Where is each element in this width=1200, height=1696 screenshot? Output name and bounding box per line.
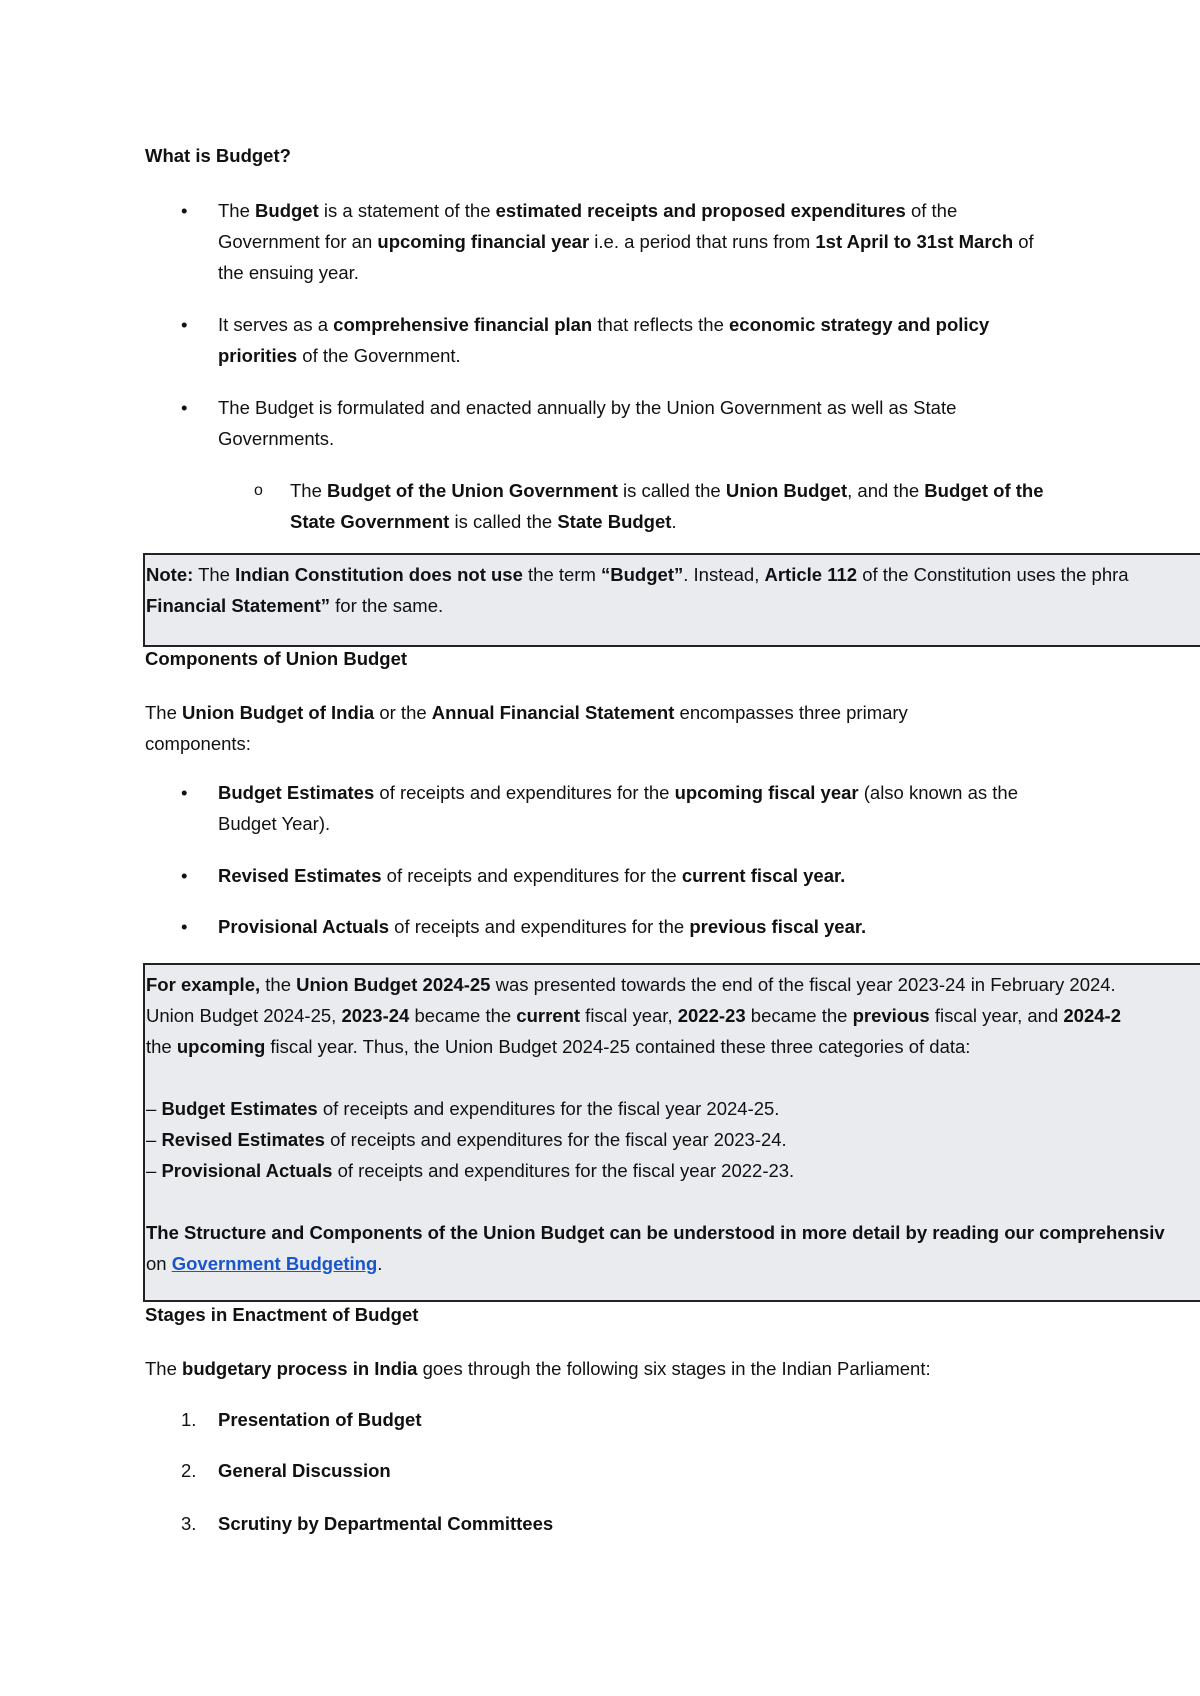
example-line [146,1124,1200,1155]
text-run: , and the [847,480,925,501]
bullet-marker: • [181,200,188,221]
bold-run: Union Budget of India [182,702,375,723]
bold-run: 1st April to 31st March [815,231,1014,252]
bold-run: Budget of the Union Government [327,480,618,501]
bold-run: Annual Financial Statement [431,702,675,723]
bold-run: 2022-23 [677,1005,746,1026]
heading-stages: Stages in Enactment of Budget [145,1304,419,1325]
example-line [146,1000,1200,1031]
text-run: is a statement of the [318,200,496,221]
bold-run: Note: [146,564,194,585]
text-run: (also known as the Budget Year). [218,782,1019,834]
bold-run: current [516,1005,581,1026]
bold-run: Budget Estimates [218,782,375,803]
example-line [146,1031,1200,1062]
bold-run: Indian Constitution does not use [235,564,523,585]
text-run: is called the [617,480,726,501]
example-line [146,969,1200,1000]
text-run: of receipts and expenditures for the [381,865,682,886]
text-run: of the Government. [297,345,461,366]
example-line [146,1093,1200,1124]
list-item [218,777,1038,839]
example-line-blank [146,1062,1200,1093]
list-item [218,309,1058,371]
bold-run: upcoming [176,1036,266,1057]
bold-run: previous [852,1005,930,1026]
bold-run: Provisional Actuals [161,1160,333,1181]
stage-item: General Discussion [218,1460,391,1481]
stage-number: 1. [181,1409,197,1430]
text-run: became the [745,1005,853,1026]
example-line [146,1155,1200,1186]
text-run: of receipts and expenditures for the fiscal year 2023-24. [324,1129,787,1150]
bold-run: budgetary process in India [182,1358,418,1379]
text-run: fiscal year, and [929,1005,1064,1026]
bold-run: Budget of the State Government [290,480,1044,532]
text-run: of receipts and expenditures for the fiscal year 2024-25. [317,1098,780,1119]
bullet-marker: • [181,916,188,937]
bold-run: comprehensive financial plan [333,314,593,335]
bold-run: For example, [146,974,261,995]
text-run: – [146,1160,162,1181]
text-run: . Instead, [683,564,765,585]
bold-run: “Budget” [601,564,684,585]
bold-run: economic strategy and policy priorities [218,314,990,366]
text-run: i.e. a period that runs from [589,231,816,252]
sub-bullet-marker: o [254,482,263,499]
stage-number: 2. [181,1460,197,1481]
text-run: the [146,1036,177,1057]
link-prefix: on [146,1253,172,1274]
list-item [218,195,1058,288]
text-run: of receipts and expenditures for the [389,916,690,937]
note-box [143,553,1200,647]
bold-run: Union Budget [725,480,848,501]
bold-run: upcoming fiscal year [674,782,859,803]
bold-run: upcoming financial year [377,231,590,252]
text-run: was presented towards the end of the fiscal year 2023-24 in February 2024. [490,974,1116,995]
bullet-marker: • [181,397,188,418]
example-line-blank [146,1186,1200,1217]
bullet-marker: • [181,865,188,886]
sub-list-item [290,475,1070,537]
text-run: the [260,974,297,995]
link-suffix: . [377,1253,383,1274]
text-run: The Budget is formulated and enacted annually by the Union Government as well as State Governments. [218,397,957,449]
text-run: – [146,1129,162,1150]
text-run: that reflects the [592,314,730,335]
text-run: encompasses three primary components: [145,702,908,754]
bold-run: Provisional Actuals [218,916,390,937]
text-run: fiscal year. Thus, the Union Budget 2024-25 contained these three categories of data: [265,1036,971,1057]
list-item [218,911,1058,942]
text-run: The [145,1358,183,1379]
text-run: The [218,200,256,221]
bold-run: State Budget [557,511,672,532]
text-run: The [290,480,328,501]
text-run: fiscal year, [580,1005,678,1026]
bold-run: 2024-2 [1063,1005,1121,1026]
text-run: is called the [449,511,558,532]
stage-item: Presentation of Budget [218,1409,422,1430]
text-run: of the ensuing year. [218,231,1034,283]
text-run: of receipts and expenditures for the [374,782,675,803]
text-run: Union Budget 2024-25, [146,1005,342,1026]
stages-intro [145,1353,1145,1384]
heading-components: Components of Union Budget [145,648,408,669]
bold-run: current fiscal year. [681,865,846,886]
bold-run: estimated receipts and proposed expenditures [495,200,906,221]
bullet-marker: • [181,782,188,803]
bold-run: Article 112 [764,564,858,585]
bold-run: Budget Estimates [161,1098,318,1119]
bold-run: Budget [255,200,319,221]
text-run: the term [522,564,602,585]
text-run: – [146,1098,162,1119]
list-item [218,860,1058,891]
example-link-line [146,1248,1200,1279]
stage-item: Scrutiny by Departmental Committees [218,1513,554,1534]
components-intro [145,697,975,759]
text-run: or the [374,702,432,723]
text-run: of receipts and expenditures for the fiscal year 2022-23. [332,1160,795,1181]
text-run: became the [409,1005,517,1026]
example-line [146,1217,1200,1248]
bold-run: Union Budget 2024-25 [296,974,491,995]
text-run: The [145,702,183,723]
bold-run: Revised Estimates [161,1129,325,1150]
text-run: The [193,564,236,585]
note-line [146,590,1200,621]
example-box [143,963,1200,1302]
text-run: of the Government for an [218,200,958,252]
bold-run: previous fiscal year. [689,916,867,937]
text-run: of the Constitution uses the phra [857,564,1129,585]
bold-run: Revised Estimates [218,865,382,886]
heading-what-is-budget: What is Budget? [145,145,291,166]
bold-run: The Structure and Components of the Union Budget can be understood in more detail by reading our comprehensiv [146,1222,1165,1243]
bold-run: Financial Statement” [146,595,331,616]
bullet-marker: • [181,314,188,335]
list-item [218,392,1038,454]
stage-number: 3. [181,1513,197,1534]
text-run: for the same. [330,595,444,616]
text-run: It serves as a [218,314,334,335]
government-budgeting-link[interactable]: Government Budgeting [171,1253,378,1274]
text-run: goes through the following six stages in the Indian Parliament: [417,1358,931,1379]
bold-run: 2023-24 [341,1005,410,1026]
note-line [146,559,1200,590]
text-run: . [671,511,677,532]
